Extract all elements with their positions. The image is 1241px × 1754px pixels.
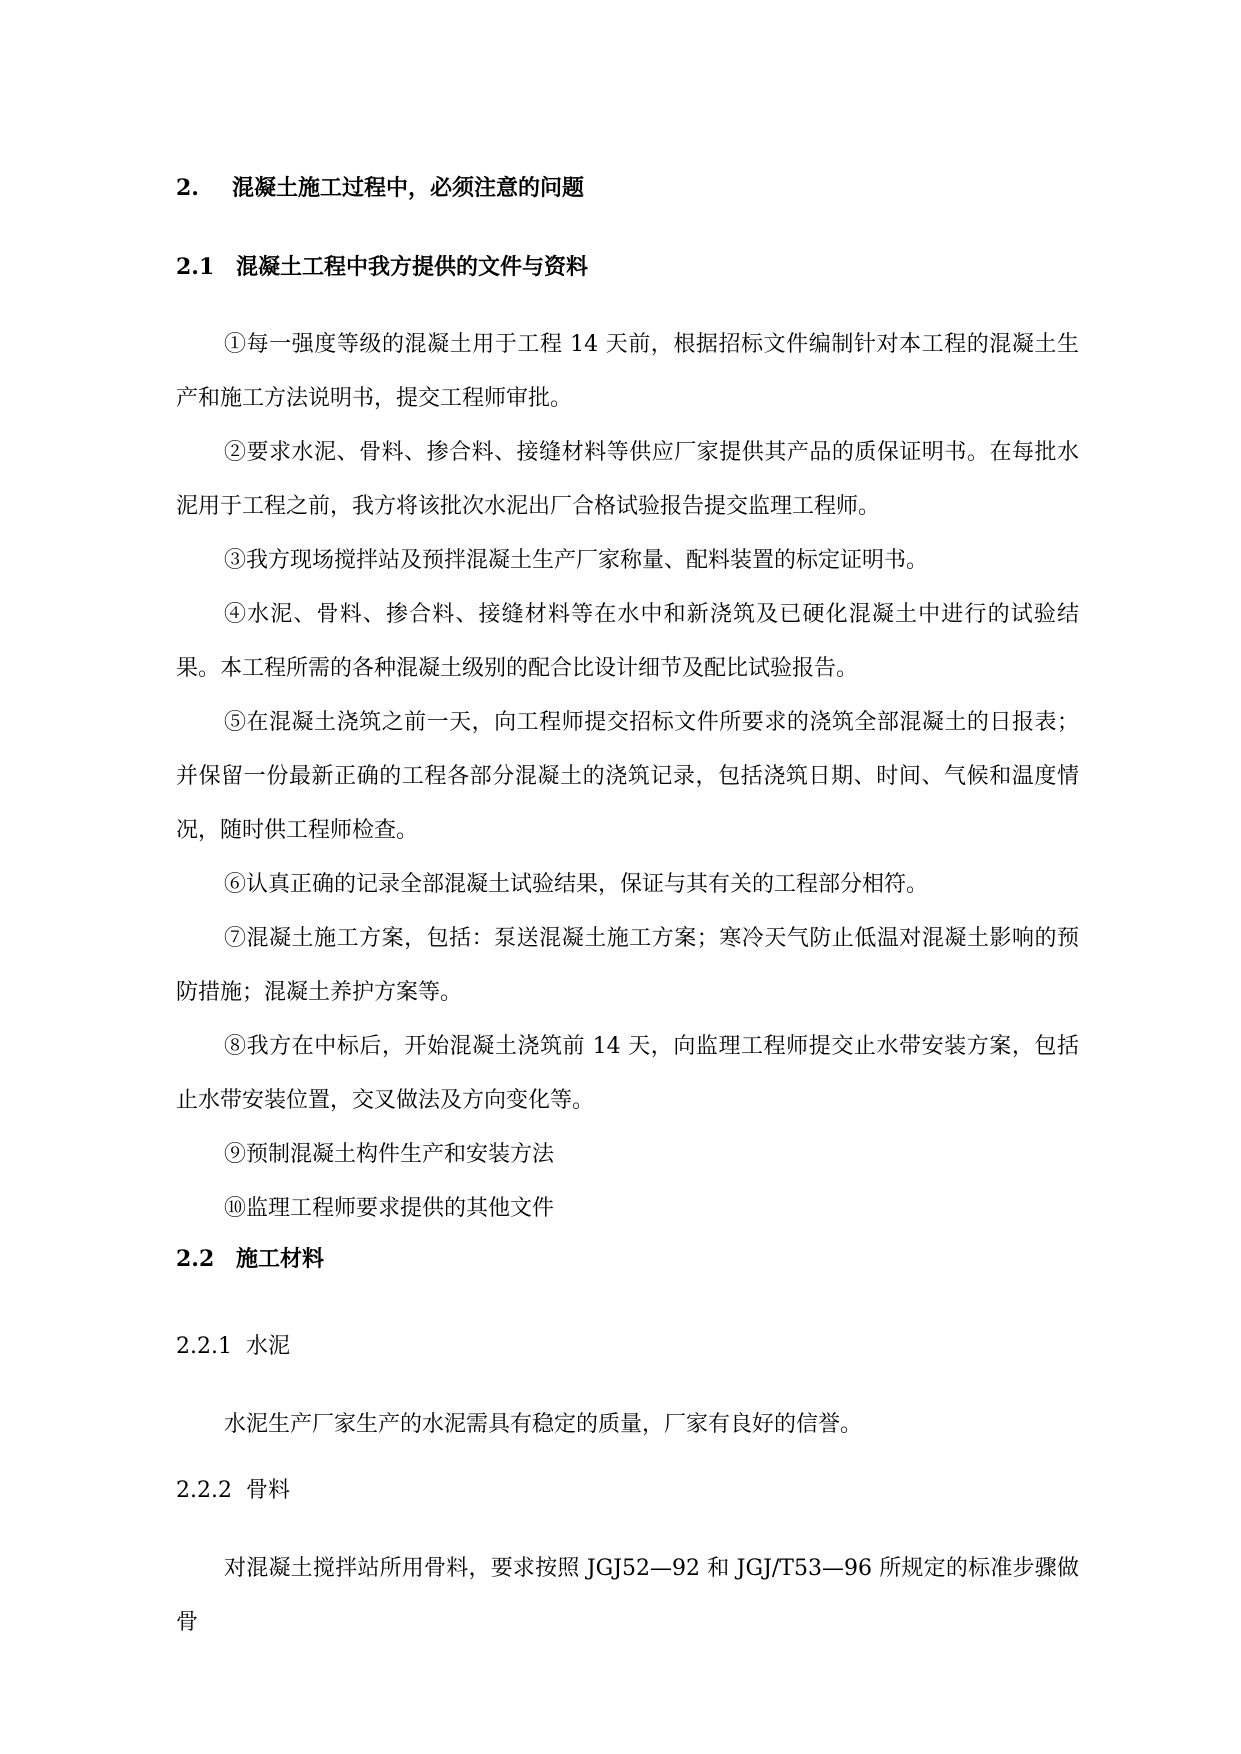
section-number: 2. <box>176 175 199 201</box>
cement-paragraph: 水泥生产厂家生产的水泥需具有稳定的质量，厂家有良好的信誉。 <box>224 1412 863 1437</box>
item-6-paragraph: ⑥认真正确的记录全部混凝土试验结果，保证与其有关的工程部分相符。 <box>224 872 929 897</box>
item-8-paragraph: ⑧我方在中标后，开始混凝土浇筑前 14 天，向监理工程师提交止水带安装方案，包括止水带安装位置，交叉做法及方向变化等。 <box>176 1034 1079 1113</box>
section-2-2-2-heading <box>176 1476 290 1506</box>
section-2-2-1-heading <box>176 1332 290 1362</box>
item-7-paragraph: ⑦混凝土施工方案，包括：泵送混凝土施工方案；寒冷天气防止低温对混凝土影响的预防措施；混凝土养护方案等。 <box>176 926 1079 1005</box>
item-1-paragraph: ①每一强度等级的混凝土用于工程 14 天前，根据招标文件编制针对本工程的混凝土生产和施工方法说明书，提交工程师审批。 <box>176 332 1079 411</box>
section-title: 混凝土施工过程中，必须注意的问题 <box>232 175 585 201</box>
item-10-paragraph: ⑩监理工程师要求提供的其他文件 <box>224 1196 555 1221</box>
item-3-paragraph: ③我方现场搅拌站及预拌混凝土生产厂家称量、配料装置的标定证明书。 <box>224 548 929 573</box>
section-title: 水泥 <box>246 1334 291 1359</box>
aggregate-paragraph: 对混凝土搅拌站所用骨料，要求按照 JGJ52—92 和 JGJ/T53—96 所规定的标准步骤做骨 <box>176 1556 1079 1635</box>
item-2-paragraph: ②要求水泥、骨料、掺合料、接缝材料等供应厂家提供其产品的质保证明书。在每批水泥用于工程之前，我方将该批次水泥出厂合格试验报告提交监理工程师。 <box>176 440 1079 519</box>
section-number: 2.2.2 <box>176 1478 232 1503</box>
section-number: 2.2 <box>176 1246 215 1272</box>
section-title: 施工材料 <box>236 1246 325 1272</box>
section-number: 2.2.1 <box>176 1334 232 1359</box>
section-number: 2.1 <box>176 254 215 280</box>
section-2-heading <box>176 173 584 203</box>
item-9-paragraph: ⑨预制混凝土构件生产和安装方法 <box>224 1142 555 1167</box>
section-title: 骨料 <box>246 1478 291 1503</box>
section-2-1-heading <box>176 252 588 282</box>
section-2-2-heading <box>176 1244 324 1274</box>
item-4-paragraph: ④水泥、骨料、掺合料、接缝材料等在水中和新浇筑及已硬化混凝土中进行的试验结果。本工程所需的各种混凝土级别的配合比设计细节及配比试验报告。 <box>176 602 1079 681</box>
item-5-paragraph: ⑤在混凝土浇筑之前一天，向工程师提交招标文件所要求的浇筑全部混凝土的日报表；并保留一份最新正确的工程各部分混凝土的浇筑记录，包括浇筑日期、时间、气候和温度情况，随时供工程师检查。 <box>176 710 1079 843</box>
section-title: 混凝土工程中我方提供的文件与资料 <box>236 254 589 280</box>
